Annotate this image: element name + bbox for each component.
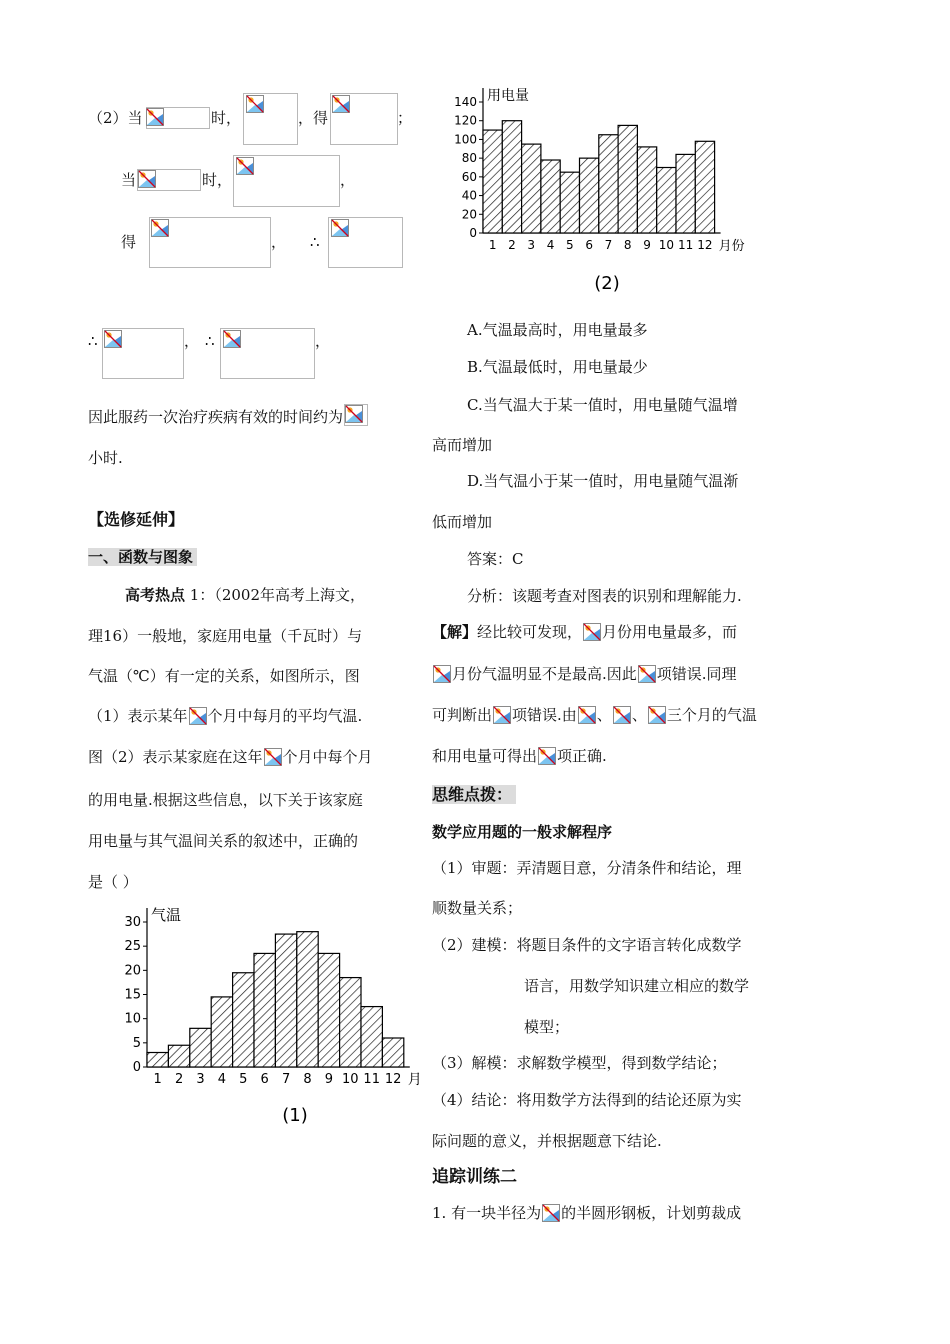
solution-text: 项错误.同理 <box>656 665 737 683</box>
procedure-step-cont: 顺数量关系； <box>432 899 523 917</box>
broken-image-icon <box>151 219 169 237</box>
x-tick-label: 3 <box>527 238 536 252</box>
y-tick-label: 20 <box>124 963 141 979</box>
therefore-symbol: ∴ <box>88 332 98 350</box>
bar <box>168 1045 189 1067</box>
y-tick-label: 30 <box>124 915 141 930</box>
text-comma: ， <box>184 332 200 350</box>
paragraph-line: 用电量与其气温间关系的叙述中，正确的 <box>88 832 359 850</box>
x-tick-label: 5 <box>239 1072 248 1087</box>
therefore-symbol: ∴ <box>310 233 320 251</box>
bar <box>541 160 560 233</box>
broken-image-icon <box>433 665 451 683</box>
option-c: C.当气温大于某一值时，用电量随气温增 <box>467 396 738 414</box>
bar <box>297 932 318 1067</box>
x-tick-label: 7 <box>281 1072 291 1087</box>
bar <box>318 953 339 1067</box>
bar <box>599 135 618 233</box>
bar <box>580 158 599 233</box>
paragraph-line <box>88 706 362 726</box>
option-d-cont: 低而增加 <box>432 513 493 531</box>
procedure-step-cont: 模型； <box>524 1018 570 1036</box>
step2-label: （2）当 <box>88 109 143 127</box>
option-a: A.气温最高时，用电量最多 <box>467 321 648 339</box>
paragraph-text: 个月中每个月 <box>282 748 373 766</box>
conclusion-unit: 小时. <box>88 449 123 467</box>
broken-image-icon <box>578 706 596 724</box>
x-tick-label: 10 <box>658 238 674 252</box>
text-semicolon: ； <box>397 109 413 127</box>
bar <box>361 1007 382 1067</box>
solution-line <box>432 622 737 642</box>
question-text: 1. 有一块半径为 <box>432 1204 542 1222</box>
solution-text: 项错误.由 <box>512 706 577 724</box>
y-tick-label: 60 <box>461 169 477 184</box>
broken-image-icon <box>648 706 666 724</box>
broken-image-icon <box>493 706 511 724</box>
electricity-chart <box>440 85 770 300</box>
solution-line <box>432 746 607 766</box>
text-comma: ， <box>271 233 287 251</box>
solution-text: 经比较可发现， <box>477 623 583 641</box>
hot-label: 高考热点 <box>125 586 186 604</box>
x-tick-label: 4 <box>546 238 555 252</box>
conclusion-text: 因此服药一次治疗疾病有效的时间约为 <box>88 408 344 426</box>
bar <box>147 1053 168 1068</box>
y-tick-label: 10 <box>124 1011 141 1027</box>
broken-image-icon <box>542 1204 560 1222</box>
broken-image-icon <box>104 330 122 348</box>
x-tick-label: 12 <box>697 238 713 252</box>
question-line <box>432 1203 741 1223</box>
paragraph-line: 理16）一般地，家庭用电量（千瓦时）与 <box>88 627 363 645</box>
subsection-title-text: 一、函数与图象 <box>88 548 197 566</box>
x-tick-label: 7 <box>604 238 613 252</box>
y-tick-label: 120 <box>454 113 477 128</box>
solution-text: 、 <box>596 706 612 724</box>
broken-image-icon <box>613 706 631 724</box>
paragraph-text: 个月中每月的平均气温. <box>207 707 363 725</box>
x-tick-label: 6 <box>585 238 593 252</box>
option-b: B.气温最低时，用电量最少 <box>467 358 648 376</box>
chart-caption: (1) <box>282 1105 308 1126</box>
broken-image-icon <box>344 404 368 426</box>
y-tick-label: 20 <box>461 207 477 222</box>
bar <box>382 1038 403 1067</box>
y-tick-label: 0 <box>469 226 477 240</box>
temperature-chart <box>110 905 430 1145</box>
paragraph-text: （1）表示某年 <box>88 707 188 725</box>
section-title: 【选修延伸】 <box>88 510 185 529</box>
paragraph-line <box>88 747 373 767</box>
bar <box>211 997 232 1067</box>
procedure-step-cont: 语言，用数学知识建立相应的数学 <box>524 977 750 995</box>
question-text: 的半圆形钢板，计划剪裁成 <box>561 1204 742 1222</box>
y-tick-label: 40 <box>461 188 477 203</box>
chart-title: 气温 <box>151 906 182 924</box>
procedure-title: 数学应用题的一般求解程序 <box>432 823 613 841</box>
x-tick-label: 3 <box>196 1072 205 1087</box>
solution-text: 和用电量可得出 <box>432 747 538 765</box>
thinking-title <box>432 785 516 805</box>
subsection-title <box>88 547 197 567</box>
x-axis-label: 月份 <box>718 239 745 254</box>
broken-image-icon <box>264 748 282 766</box>
x-tick-label: 9 <box>324 1072 334 1087</box>
procedure-step: （4）结论：将用数学方法得到的结论还原为实 <box>432 1091 742 1109</box>
y-tick-label: 140 <box>454 95 477 109</box>
broken-image-icon <box>538 747 556 765</box>
option-c-cont: 高而增加 <box>432 436 493 454</box>
bar <box>695 141 714 233</box>
y-tick-label: 25 <box>124 939 141 955</box>
bar <box>502 121 521 233</box>
bar <box>657 168 676 234</box>
text-comma: ， <box>340 171 356 189</box>
text-comma: ， <box>315 332 331 350</box>
x-tick-label: 2 <box>174 1072 184 1087</box>
broken-image-icon <box>638 665 656 683</box>
procedure-step: （1）审题：弄清题目意，分清条件和结论，理 <box>432 859 742 877</box>
x-tick-label: 5 <box>566 238 574 252</box>
x-tick-label: 11 <box>363 1072 380 1087</box>
solution-text: 月份气温明显不是最高.因此 <box>452 665 637 683</box>
solution-label: 【解】 <box>432 623 478 641</box>
solution-text: 项正确. <box>557 747 607 765</box>
text-de: 得 <box>121 233 137 251</box>
x-tick-label: 1 <box>488 238 497 252</box>
text-dang: 当 <box>121 171 137 189</box>
solution-line <box>432 705 757 725</box>
option-d: D.当气温小于某一值时，用电量随气温渐 <box>467 472 739 490</box>
conclusion-line <box>88 404 369 427</box>
bar <box>676 154 695 233</box>
y-tick-label: 5 <box>132 1035 141 1051</box>
solution-text: 三个月的气温 <box>666 706 757 724</box>
x-tick-label: 4 <box>217 1072 227 1087</box>
chart-caption: (2) <box>594 273 620 294</box>
x-tick-label: 12 <box>384 1072 402 1087</box>
broken-image-icon <box>138 170 156 188</box>
solution-line <box>432 664 737 684</box>
x-tick-label: 6 <box>260 1072 269 1087</box>
bar <box>233 973 254 1067</box>
paragraph-line: 的用电量.根据这些信息，以下关于该家庭 <box>88 791 363 809</box>
bar <box>254 953 275 1067</box>
text-de: ，得 <box>298 109 329 127</box>
broken-image-icon <box>223 330 241 348</box>
therefore-symbol: ∴ <box>205 332 215 350</box>
x-tick-label: 2 <box>508 238 516 252</box>
x-tick-label: 9 <box>643 238 651 252</box>
broken-image-icon <box>331 219 349 237</box>
procedure-step: （2）建模：将题目条件的文字语言转化成数学 <box>432 936 742 954</box>
chart-title: 用电量 <box>487 88 529 104</box>
paragraph-text: 图（2）表示某家庭在这年 <box>88 748 263 766</box>
broken-image-icon <box>146 108 164 126</box>
x-tick-label: 1 <box>153 1072 162 1087</box>
y-tick-label: 80 <box>461 151 477 166</box>
x-tick-label: 10 <box>342 1072 359 1087</box>
y-tick-label: 100 <box>454 132 477 147</box>
broken-image-icon <box>332 95 350 113</box>
bar <box>275 934 296 1067</box>
y-tick-label: 15 <box>124 987 141 1003</box>
bar <box>637 147 656 233</box>
broken-image-icon <box>246 95 264 113</box>
thinking-title-text: 思维点拨： <box>432 785 516 804</box>
paragraph-text: 1：（2002年高考上海文， <box>189 586 366 604</box>
x-tick-label: 11 <box>678 238 694 252</box>
answer: 答案：C <box>467 550 524 568</box>
broken-image-icon <box>189 707 207 725</box>
paragraph-line <box>125 585 365 605</box>
paragraph-line: 是（ ） <box>88 873 138 891</box>
x-tick-label: 8 <box>623 238 632 252</box>
y-tick-label: 0 <box>132 1060 141 1075</box>
procedure-step-cont: 际问题的意义，并根据题意下结论. <box>432 1132 662 1150</box>
bar <box>618 125 637 233</box>
paragraph-line: 气温（℃）有一定的关系，如图所示，图 <box>88 667 360 685</box>
analysis: 分析：该题考查对图表的识别和理解能力. <box>467 587 742 605</box>
solution-text: 、 <box>631 706 647 724</box>
bar <box>190 1028 211 1067</box>
broken-image-icon <box>583 623 601 641</box>
bar <box>560 172 579 233</box>
x-axis-label: 月 <box>407 1072 422 1088</box>
text-shi: 时， <box>211 109 242 127</box>
x-tick-label: 8 <box>303 1072 312 1087</box>
bar <box>522 144 541 233</box>
tracking-title: 追踪训练二 <box>432 1167 517 1187</box>
procedure-step: （3）解模：求解数学模型，得到数学结论； <box>432 1054 727 1072</box>
bar <box>340 978 361 1067</box>
solution-text: 月份用电量最多，而 <box>602 623 738 641</box>
broken-image-icon <box>236 157 254 175</box>
solution-text: 可判断出 <box>432 706 493 724</box>
text-shi: 时， <box>202 171 233 189</box>
bar <box>483 130 502 233</box>
